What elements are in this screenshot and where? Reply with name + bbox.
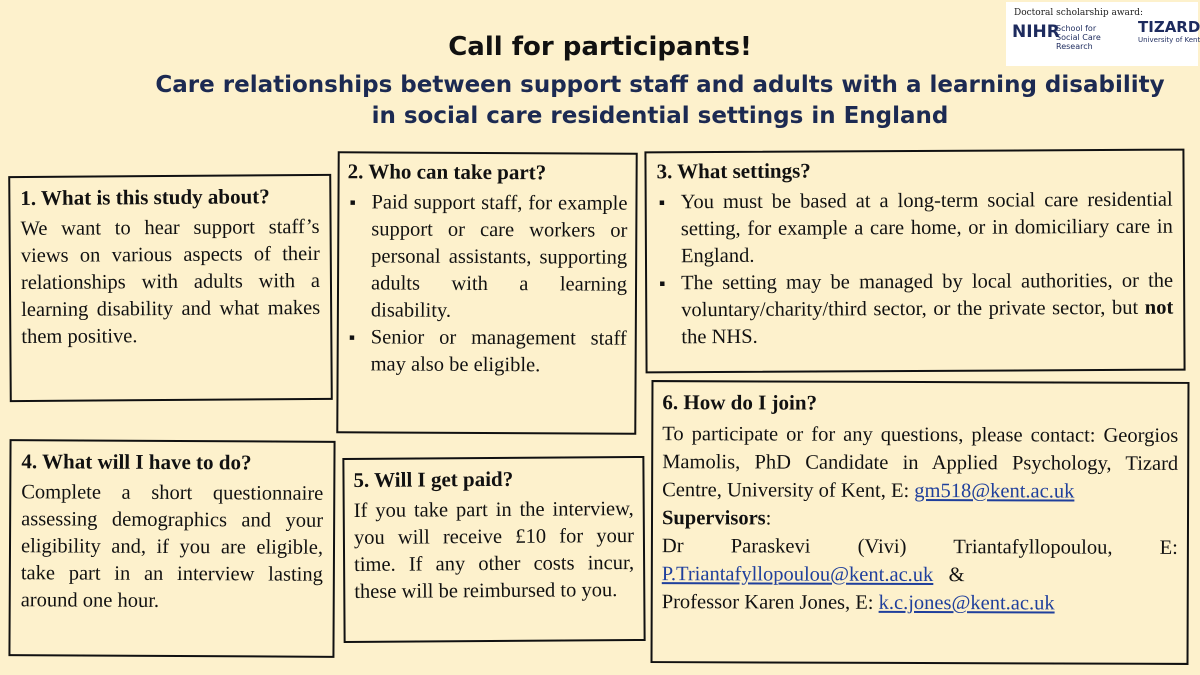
who-list xyxy=(347,189,628,379)
paid-heading: 5. Will I get paid? xyxy=(353,466,514,492)
settings-heading: 3. What settings? xyxy=(656,158,811,184)
todo-heading: 4. What will I have to do? xyxy=(21,449,252,475)
settings-item xyxy=(657,268,1173,352)
tizard-logo: TIZARD xyxy=(1138,18,1200,36)
who-item: ▪ Senior or management staff may also be eligible. xyxy=(347,324,627,379)
what-to-do-box xyxy=(8,439,335,658)
study-about-heading: 1. What is this study about? xyxy=(20,184,270,211)
settings-item: ▪ You must be based at a long-term social care residential setting, for example a care home, or in domiciliary care in England. xyxy=(657,187,1173,271)
award-label: Doctoral scholarship award: xyxy=(1014,8,1143,18)
supervisor-1-email-link[interactable]: P.Triantafyllopoulou@kent.ac.uk xyxy=(661,563,934,587)
contact-text: To participate or for any questions, please contact: Georgios Mamolis, PhD Candidate in Applied Psychology, Tizard Centre, University of Kent, E: xyxy=(662,423,1179,502)
settings-list xyxy=(657,187,1174,352)
study-about-box xyxy=(8,174,333,402)
payment-box xyxy=(342,456,645,643)
settings-item-text-end: the NHS. xyxy=(681,325,758,349)
paid-text: If you take part in the interview, you will receive £10 for your time. If any other costs incur, these will be reimbursed to you. xyxy=(353,498,635,603)
page-title: Call for participants! xyxy=(448,32,752,62)
kent-label: University of Kent xyxy=(1138,36,1200,44)
supervisor-2-email-link[interactable]: k.c.jones@kent.ac.uk xyxy=(878,591,1055,615)
who-heading: 2. Who can take part? xyxy=(347,159,547,185)
join-heading: 6. How do I join? xyxy=(662,390,818,415)
sponsor-logo xyxy=(1006,2,1198,66)
supervisors-label-text: Supervisors xyxy=(661,507,766,530)
contact-paragraph xyxy=(662,420,1178,506)
settings-item-text: The setting may be managed by local authorities, or the voluntary/charity/third sector, or the private sector, but xyxy=(681,269,1174,322)
nihr-logo: NIHR xyxy=(1012,22,1060,42)
contact-email-link[interactable]: gm518@kent.ac.uk xyxy=(914,479,1075,503)
supervisor-2 xyxy=(662,588,1178,618)
supervisors-label xyxy=(662,504,1178,534)
todo-text: Complete a short questionnaire assessing demographics and your eligibility and, if you are eligible, take part in an interview lasting around one hour. xyxy=(20,481,324,612)
who-item: ▪ Paid support staff, for example support or care workers or personal assistants, supporting adults with a learning disability. xyxy=(347,189,628,325)
supervisor-1-text: Dr Paraskevi (Vivi) Triantafyllopoulou, E: xyxy=(661,535,1178,559)
supervisor-1 xyxy=(662,532,1178,590)
page-subtitle: Care relationships between support staff and adults with a learning disability in social care residential settings in England xyxy=(155,72,1165,129)
supervisor-2-text: Professor Karen Jones, E: xyxy=(661,591,879,614)
study-about-text: We want to hear support staff’s views on various aspects of their relationships with adults with a learning disability and what makes them positive. xyxy=(20,215,321,349)
ampersand: & xyxy=(933,564,965,587)
who-can-take-part-box xyxy=(336,151,637,435)
settings-box xyxy=(644,149,1185,374)
school-label: School for Social Care Research xyxy=(1056,24,1101,51)
how-to-join-box xyxy=(651,380,1190,665)
supervisors-colon: : xyxy=(765,507,772,530)
settings-item-emphasis: not xyxy=(1144,296,1174,319)
